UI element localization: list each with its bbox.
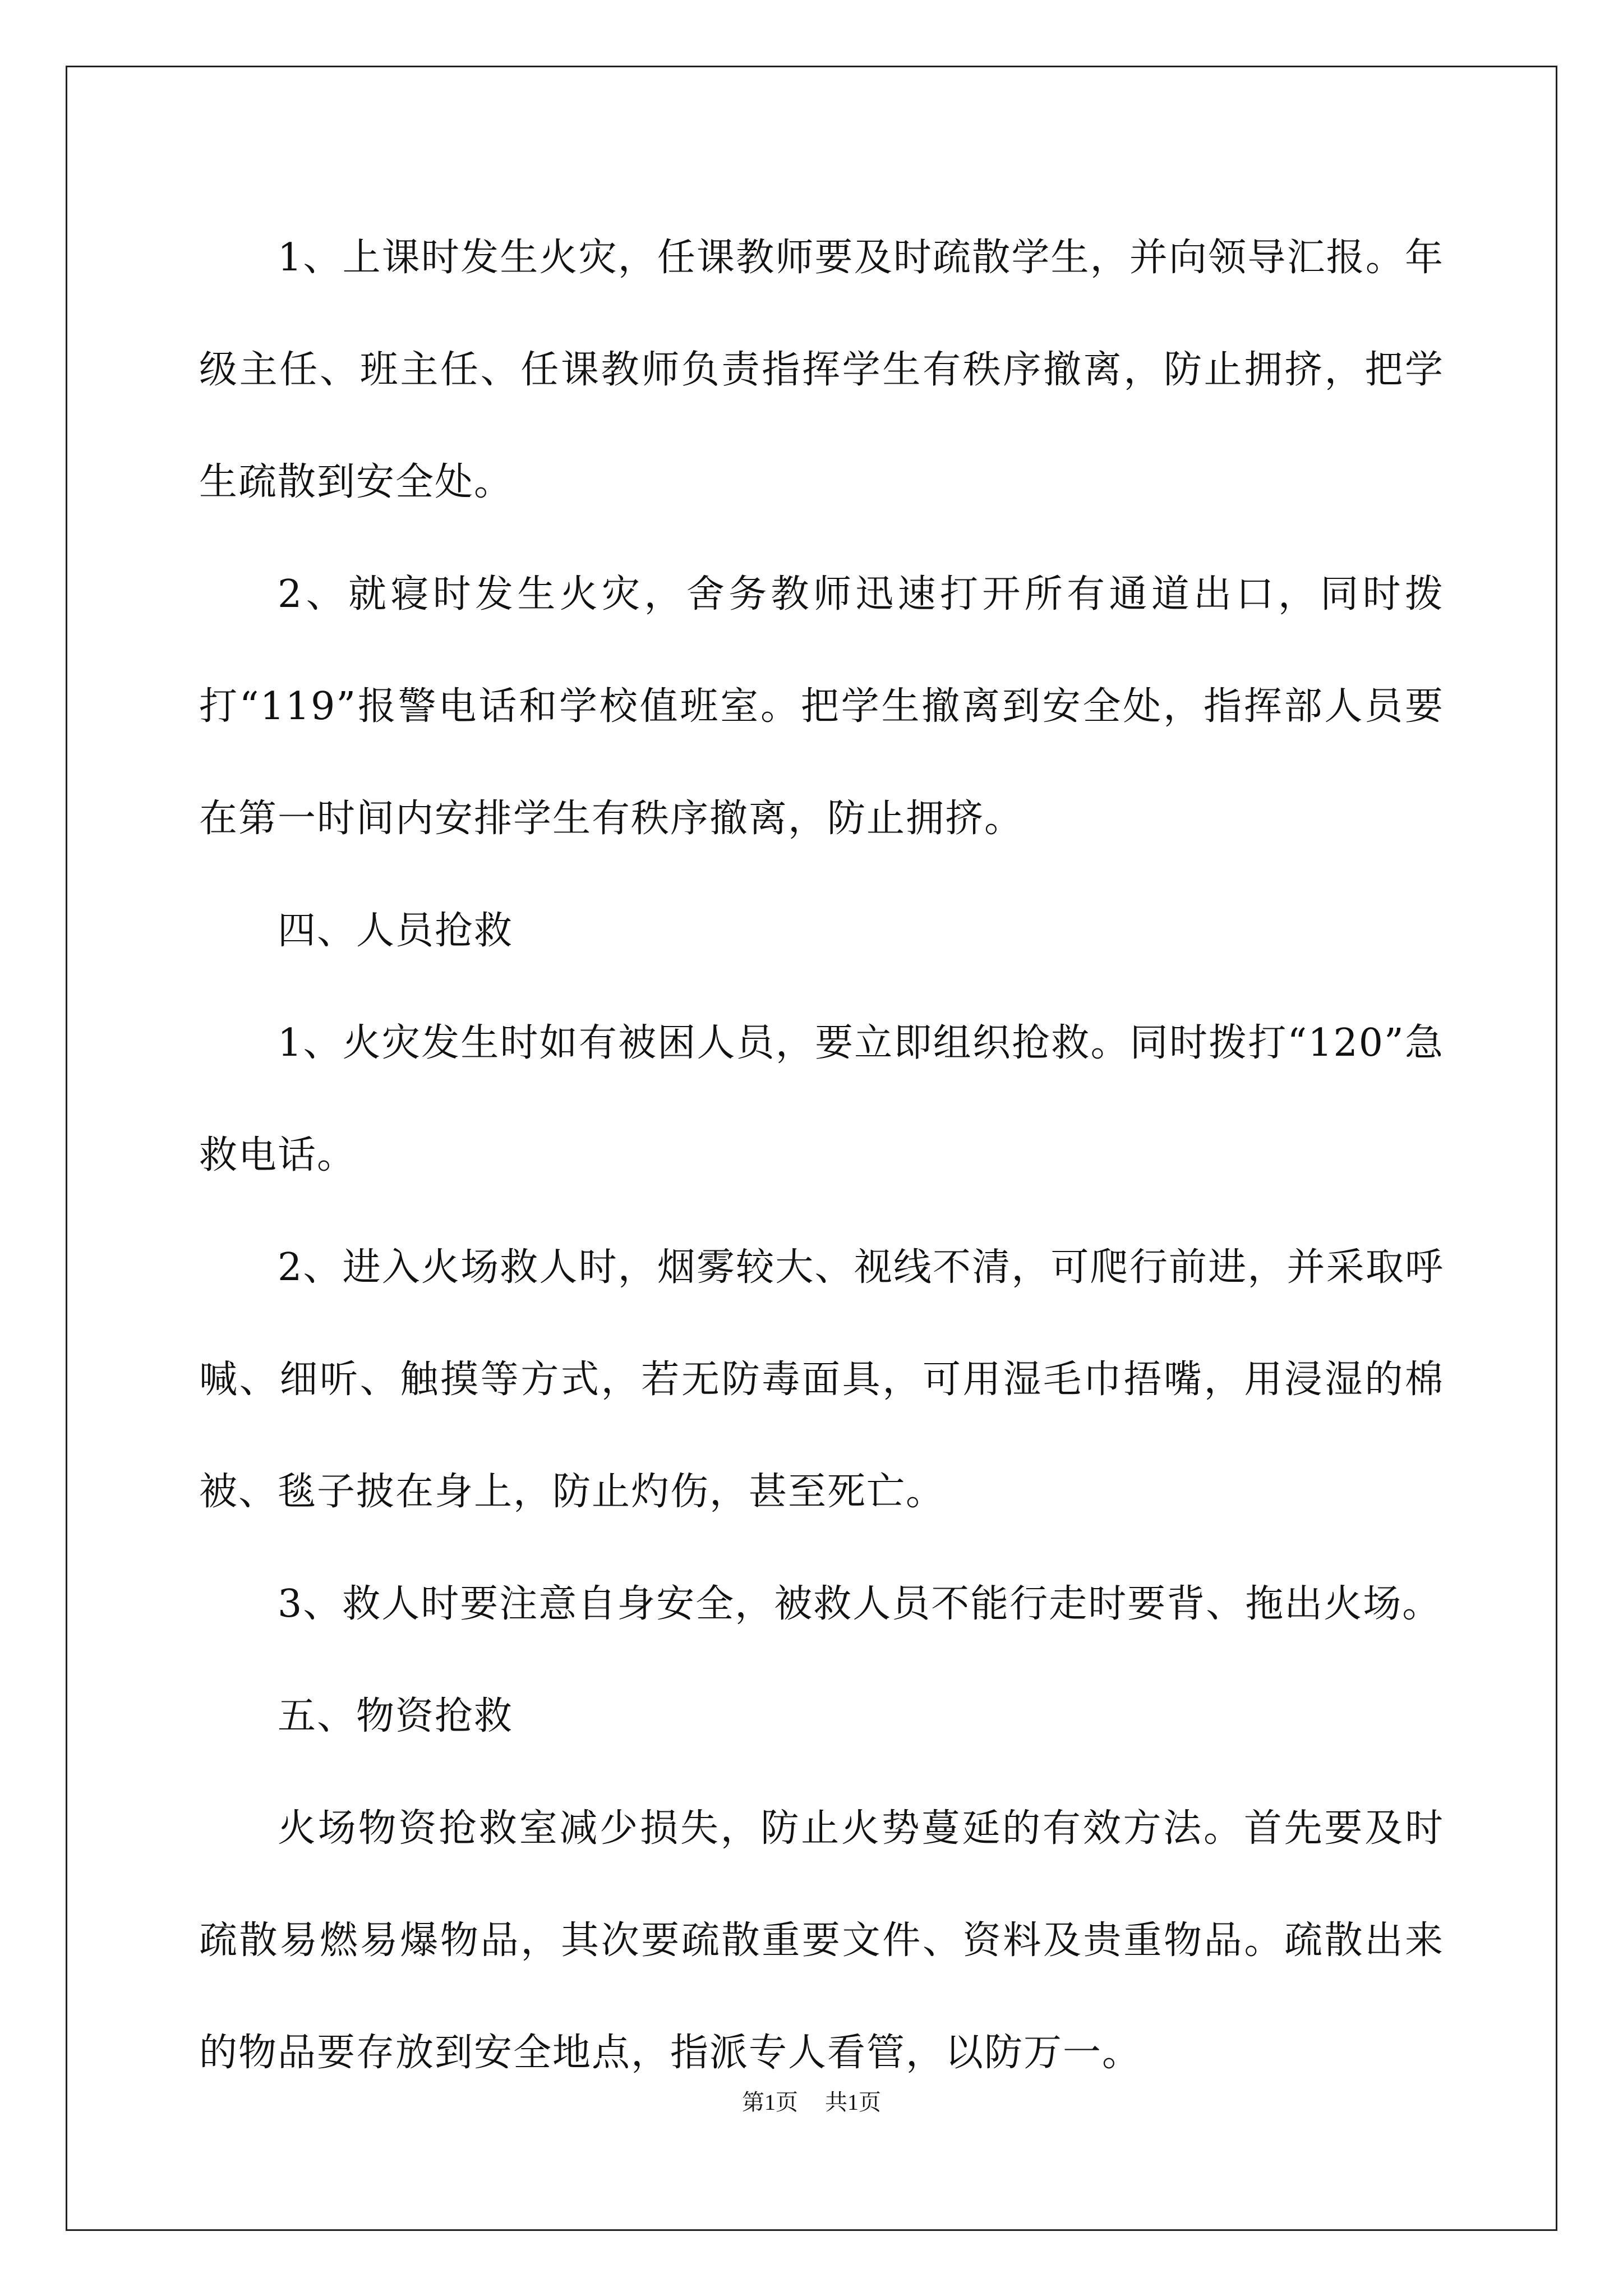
section-heading-rescue-materials: 五、物资抢救 xyxy=(278,1694,514,1738)
document-body xyxy=(199,202,1444,2109)
paragraph-fire-during-sleep: 2、就寝时发生火灾，舍务教师迅速打开所有通道出口，同时拨打“119”报警电话和学校值班室。把学生撤离到安全处，指挥部人员要在第一时间内安排学生有秩序撤离，防止拥挤。 xyxy=(199,572,1444,841)
paragraph-rescuer-safety: 3、救人时要注意自身安全，被救人员不能行走时要背、拖出火场。 xyxy=(278,1582,1442,1626)
paragraph-trapped-people: 1、火灾发生时如有被困人员，要立即组织抢救。同时拨打“120”急救电话。 xyxy=(199,1021,1444,1177)
paragraph-material-rescue: 火场物资抢救室减少损失，防止火势蔓延的有效方法。首先要及时疏散易燃易爆物品，其次要疏散重要文件、资料及贵重物品。疏散出来的物品要存放到安全地点，指派专人看管，以防万一。 xyxy=(199,1806,1444,2075)
page-footer xyxy=(0,2086,1623,2119)
paragraph-fire-during-class: 1、上课时发生火灾，任课教师要及时疏散学生，并向领导汇报。年级主任、班主任、任课教师负责指挥学生有秩序撤离，防止拥挤，把学生疏散到安全处。 xyxy=(199,236,1444,504)
page-number-total: 共1页 xyxy=(825,2090,881,2115)
page-number-current: 第1页 xyxy=(742,2090,798,2115)
paragraph-entering-fire-scene: 2、进入火场救人时，烟雾较大、视线不清，可爬行前进，并采取呼喊、细听、触摸等方式，若无防毒面具，可用湿毛巾捂嘴，用浸湿的棉被、毯子披在身上，防止灼伤，甚至死亡。 xyxy=(199,1245,1444,1514)
section-heading-rescue-people: 四、人员抢救 xyxy=(278,909,514,953)
